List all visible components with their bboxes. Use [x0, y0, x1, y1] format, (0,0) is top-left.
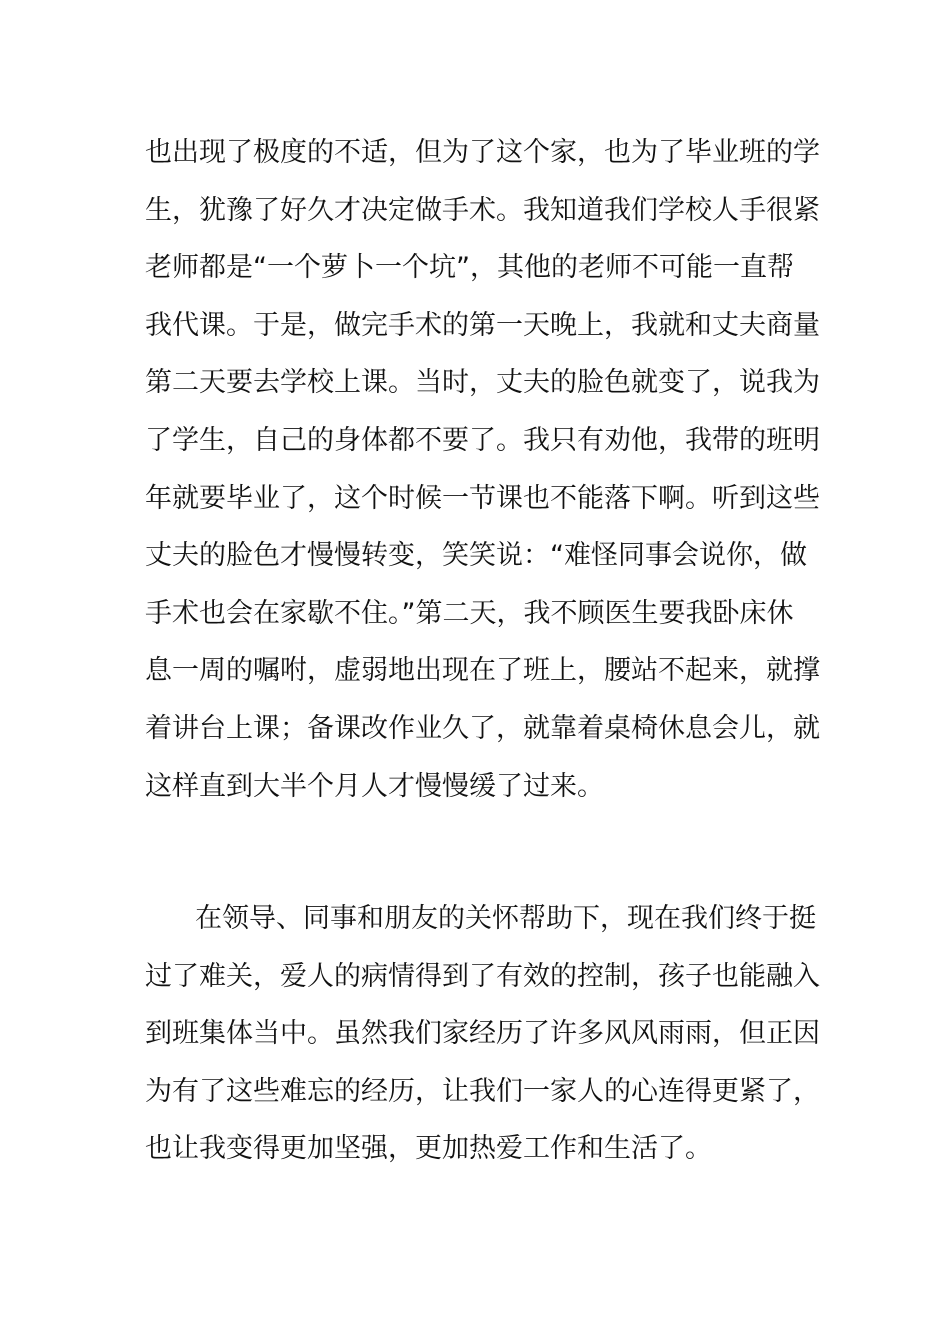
text-line: 也出现了极度的不适，但为了这个家，也为了毕业班的学 — [145, 137, 820, 168]
text-line: 第二天要去学校上课。当时，丈夫的脸色就变了，说我为 — [145, 367, 820, 399]
text-line: 丈夫的脸色才慢慢转变，笑笑说：“难怪同事会说你，做 — [145, 540, 807, 572]
text-line: 息一周的嘱咐，虚弱地出现在了班上，腰站不起来，就撑 — [145, 655, 820, 687]
text-line: 我代课。于是，做完手术的第一天晚上，我就和丈夫商量 — [145, 309, 820, 341]
text-line: 为有了这些难忘的经历，让我们一家人的心连得更紧了， — [145, 1075, 820, 1107]
text-line: 了学生，自己的身体都不要了。我只有劝他，我带的班明 — [145, 424, 820, 456]
text-line: 在领导、同事和朋友的关怀帮助下，现在我们终于挺 — [195, 903, 816, 934]
text-line: 年就要毕业了，这个时候一节课也不能落下啊。听到这些 — [145, 482, 820, 514]
text-line: 到班集体当中。虽然我们家经历了许多风风雨雨，但正因 — [145, 1018, 820, 1050]
text-line: 生，犹豫了好久才决定做手术。我知道我们学校人手很紧 — [145, 194, 820, 226]
paragraph-2 — [145, 890, 820, 1178]
text-line: 过了难关，爱人的病情得到了有效的控制，孩子也能融入 — [145, 960, 820, 992]
paragraph-1 — [145, 124, 820, 815]
text-line: 手术也会在家歇不住。”第二天，我不顾医生要我卧床休 — [145, 597, 794, 629]
text-line: 也让我变得更加坚强，更加热爱工作和生活了。 — [145, 1133, 712, 1165]
text-line: 老师都是“一个萝卜一个坑”，其他的老师不可能一直帮 — [145, 252, 794, 284]
text-line: 这样直到大半个月人才慢慢缓了过来。 — [145, 770, 604, 802]
text-line: 着讲台上课；备课改作业久了，就靠着桌椅休息会儿，就 — [145, 712, 820, 744]
